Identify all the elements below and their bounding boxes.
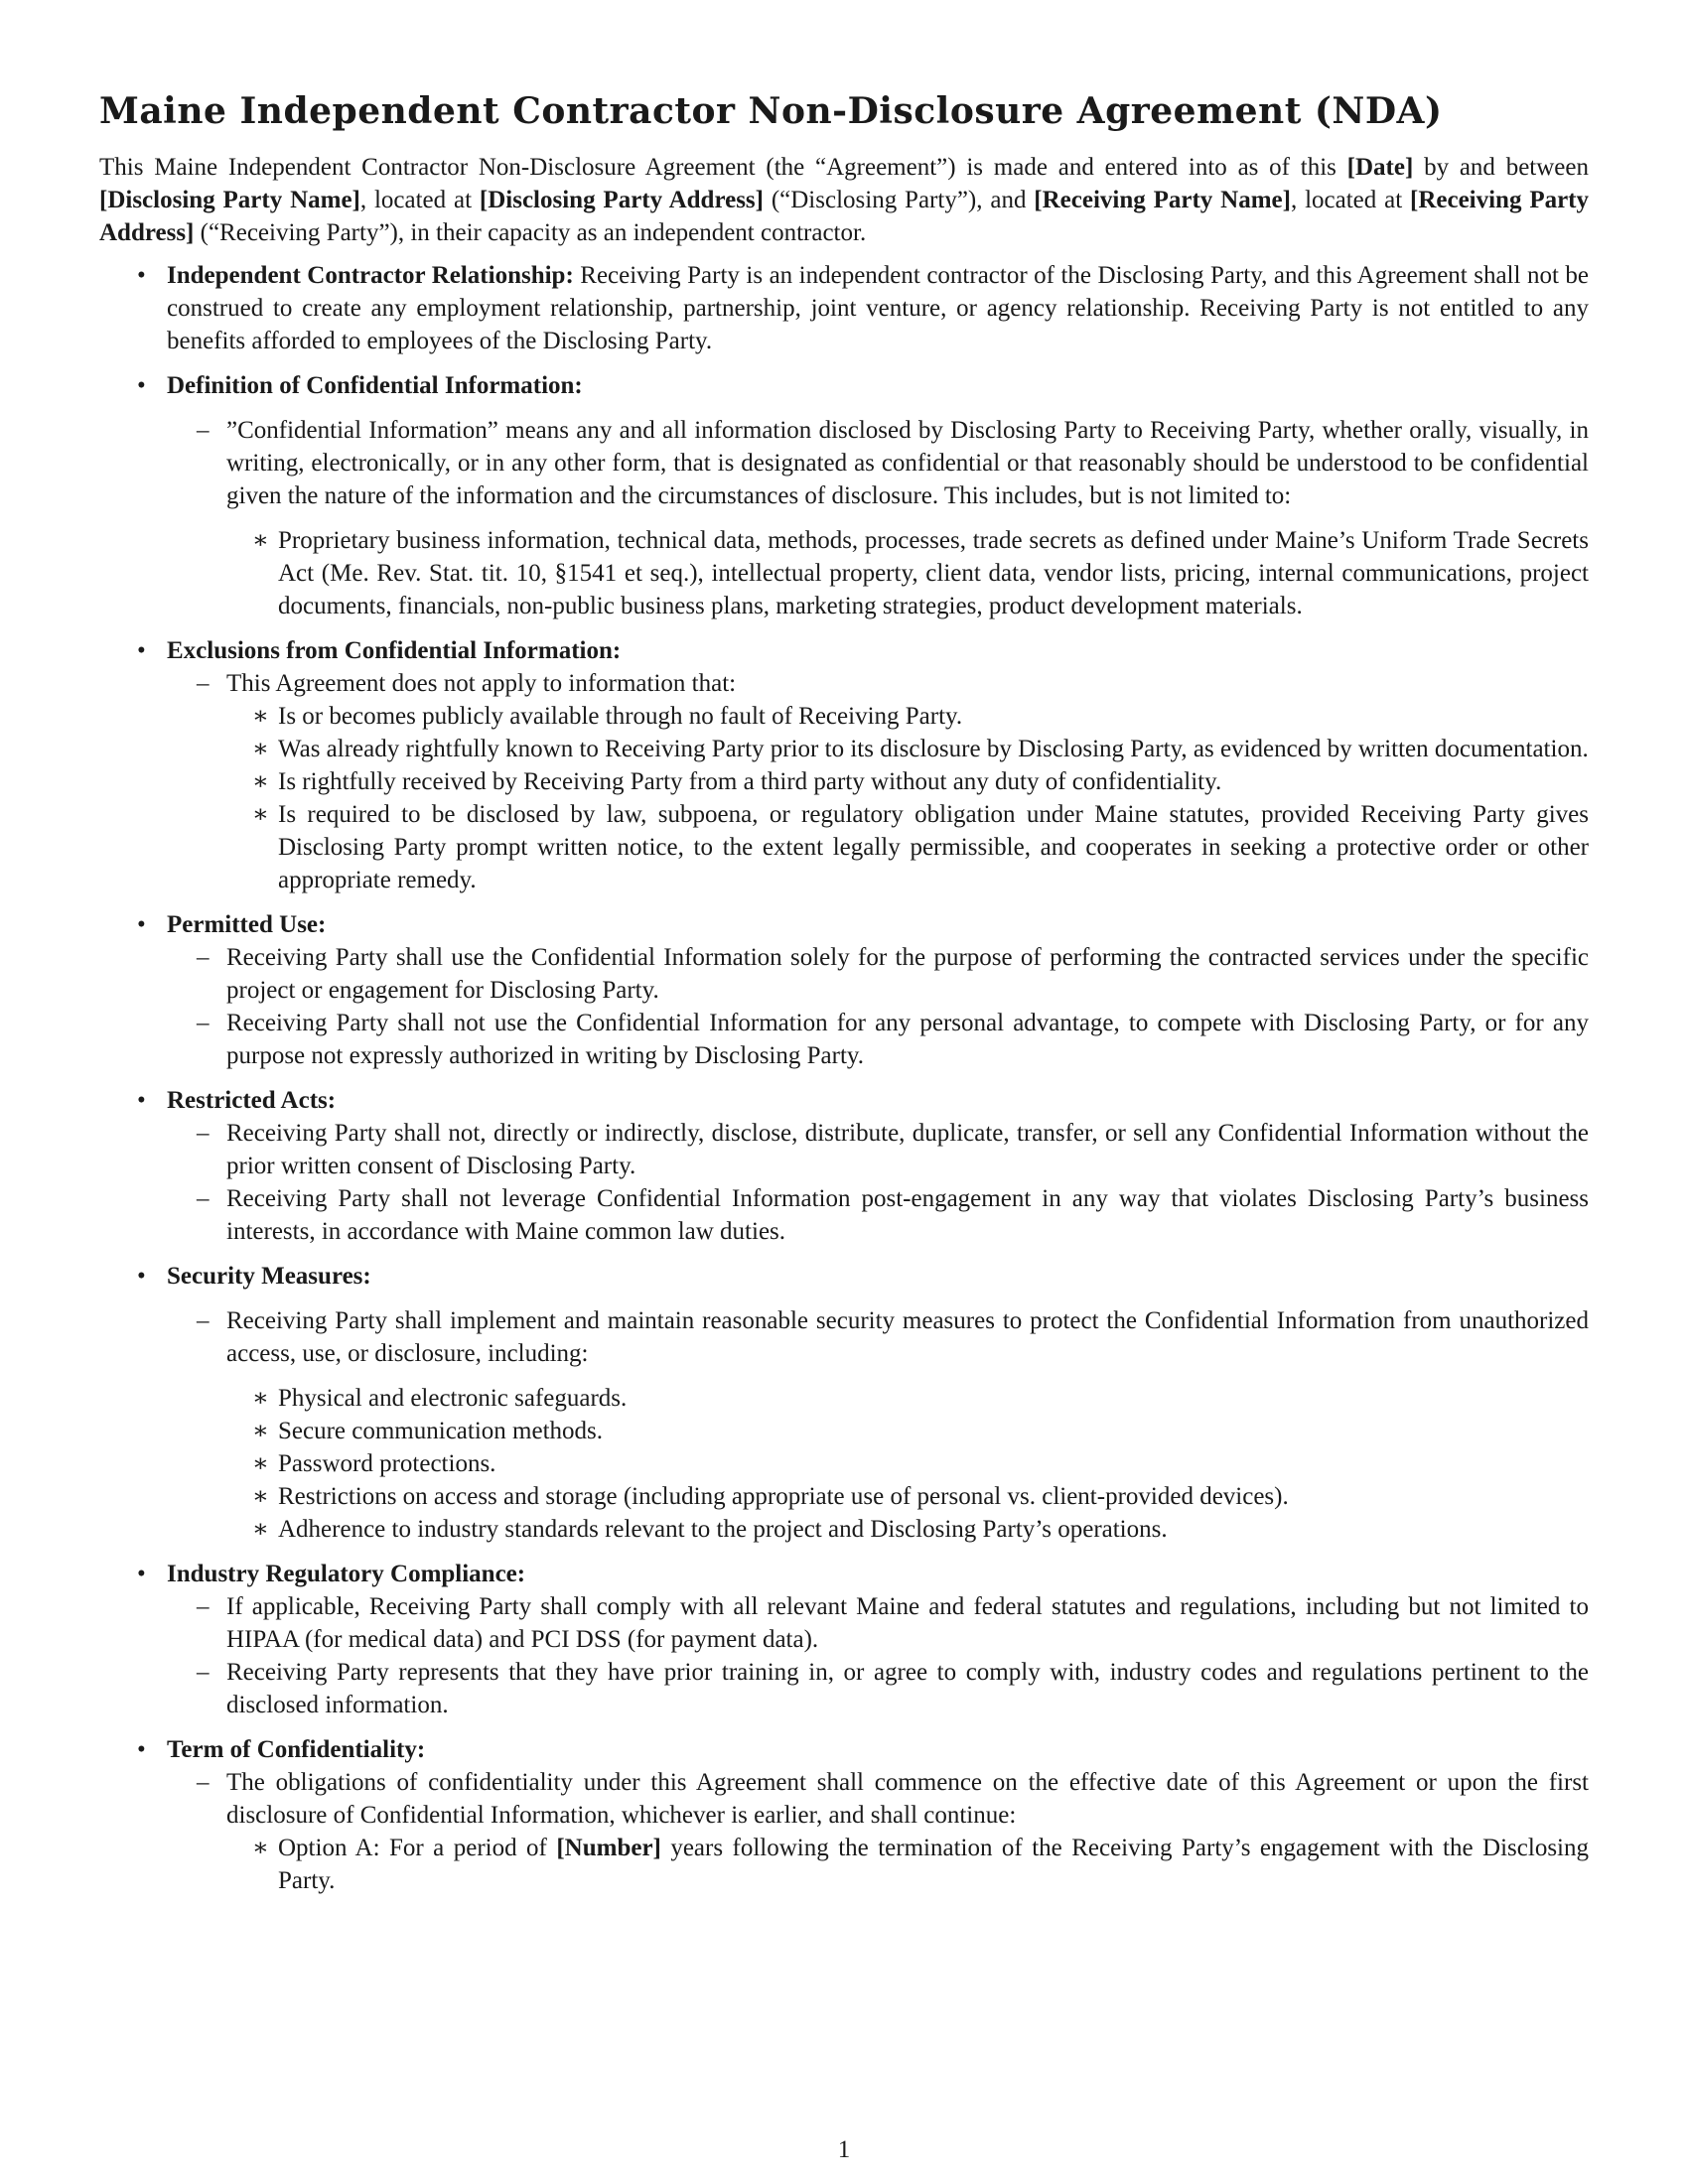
clause-exclusions (99, 634, 1589, 896)
clause-heading: Independent Contractor Relationship: (167, 262, 574, 289)
clause-contractor-relationship (99, 259, 1589, 357)
list-item: – If applicable, Receiving Party shall comply with all relevant Maine and federal statutes and regulations, including but not limited to HIPAA (for medical data) and PCI DSS (for payment data). (167, 1590, 1589, 1656)
list-item: ∗ Option A: For a period of [Number] years following the termination of the Receiving Party’s engagement with the Disclosing Party. (226, 1832, 1589, 1897)
clause-security-measures (99, 1260, 1589, 1546)
list-item: ∗ Is or becomes publicly available through no fault of Receiving Party. (226, 700, 1589, 733)
list-item: ∗ Secure communication methods. (226, 1415, 1589, 1447)
date-placeholder: [Date] (1346, 154, 1414, 181)
list-item: ∗ Proprietary business information, technical data, methods, processes, trade secrets as defined under Maine’s Uniform Trade Secrets Act (Me. Rev. Stat. tit. 10, §1541 et seq.), intellectual property, client data, vendor lists, pricing, internal communications, project documents, financials, non-public business plans, marketing strategies, product development materials. (226, 524, 1589, 622)
clause-heading: Industry Regulatory Compliance: (167, 1561, 526, 1587)
list-item: – ”Confidential Information” means any and all information disclosed by Disclosing Party to Receiving Party, whether orally, visually, in writing, electronically, or in any other form, that is designated as confidential or that reasonably should be understood to be confidential given the nature of the information and the circumstances of disclosure. This includes, but is not limited to: ∗ Proprietary business information, technical data, methods, processes, trade secrets as defined under Maine’s Uniform Trade Secrets Act (Me. Rev. Stat. tit. 10, §1541 et seq.), intellectual property, client data, vendor lists, pricing, internal communications, project documents, financials, non-public business plans, marketing strategies, product development materials. (167, 414, 1589, 622)
receiving-party-name-placeholder: [Receiving Party Name] (1034, 187, 1291, 213)
list-item: – Receiving Party shall use the Confidential Information solely for the purpose of performing the contracted services under the specific project or engagement for Disclosing Party. (167, 941, 1589, 1007)
list-item: – Receiving Party represents that they have prior training in, or agree to comply with, industry codes and regulations pertinent to the disclosed information. (167, 1656, 1589, 1721)
clause-heading: Security Measures: (167, 1263, 371, 1290)
clause-text: Receiving Party is an independent contractor of the Disclosing Party, and this Agreement shall not be construed to create any employment relationship, partnership, joint venture, or agency relationship. Receiving Party is not entitled to any benefits afforded to employees of the Disclosing Party. (167, 262, 1589, 354)
list-item: – This Agreement does not apply to information that: ∗ Is or becomes publicly available through no fault of Receiving Party. ∗ Was already rightfully known to Receiving Party prior to its disclosure by Disclosing Party, as evidenced by written documentation. ∗ Is rightfully received by Receiving Party from a third party without any duty of confidentiality. ∗ Is required to be disclosed by law, subpoena, or regulatory obligation under Maine statutes, provided Receiving Party gives Disclosing Party prompt written notice, to the extent legally permissible, and cooperates in seeking a protective order or other appropriate remedy. (167, 667, 1589, 896)
list-item: – Receiving Party shall not, directly or indirectly, disclose, distribute, duplicate, transfer, or sell any Confidential Information without the prior written consent of Disclosing Party. (167, 1117, 1589, 1182)
list-item: ∗ Restrictions on access and storage (including appropriate use of personal vs. client-provided devices). (226, 1480, 1589, 1513)
page-number: 1 (837, 2136, 851, 2163)
clause-permitted-use (99, 908, 1589, 1072)
clause-heading: Term of Confidentiality: (167, 1736, 426, 1763)
clause-definition (99, 369, 1589, 622)
document-page (99, 87, 1589, 1909)
intro-paragraph: This Maine Independent Contractor Non-Disclosure Agreement (the “Agreement”) is made and entered into as of this [Date] by and between [Disclosing Party Name], located at [Disclosing Party Address] (“Disclosing Party”), and [Receiving Party Name], located at [Receiving Party Address] (“Receiving Party”), in their capacity as an independent contractor. (99, 154, 1590, 246)
number-placeholder: [Number] (556, 1835, 661, 1861)
list-item: – Receiving Party shall not use the Confidential Information for any personal advantage, to compete with Disclosing Party, or for any purpose not expressly authorized in writing by Disclosing Party. (167, 1007, 1589, 1072)
disclosing-party-name-placeholder: [Disclosing Party Name] (99, 187, 360, 213)
clause-term (99, 1733, 1589, 1897)
clause-restricted-acts (99, 1084, 1589, 1248)
list-item: ∗ Is rightfully received by Receiving Party from a third party without any duty of confidentiality. (226, 765, 1589, 798)
clause-heading: Restricted Acts: (167, 1087, 337, 1114)
list-item: – The obligations of confidentiality under this Agreement shall commence on the effective date of this Agreement or upon the first disclosure of Confidential Information, whichever is earlier, and shall continue: ∗ Option A: For a period of [Number] years following the termination of the Receiving Party’s engagement with the Disclosing Party. (167, 1766, 1589, 1897)
list-item: – Receiving Party shall implement and maintain reasonable security measures to protect the Confidential Information from unauthorized access, use, or disclosure, including: ∗ Physical and electronic safeguards. ∗ Secure communication methods. ∗ Password protections. ∗ Restrictions on access and storage (including appropriate use of personal vs. client-provided devices). ∗ Adherence to industry standards relevant to the project and Disclosing Party’s operations. (167, 1304, 1589, 1546)
list-item: ∗ Physical and electronic safeguards. (226, 1382, 1589, 1415)
clause-heading: Definition of Confidential Information: (167, 372, 583, 399)
clause-heading: Exclusions from Confidential Information: (167, 637, 622, 664)
clause-regulatory-compliance (99, 1558, 1589, 1721)
document-title: Maine Independent Contractor Non-Disclosure Agreement (NDA) (99, 90, 1443, 132)
list-item: ∗ Was already rightfully known to Receiving Party prior to its disclosure by Disclosing Party, as evidenced by written documentation. (226, 733, 1589, 765)
list-item: ∗ Password protections. (226, 1447, 1589, 1480)
list-item: ∗ Adherence to industry standards relevant to the project and Disclosing Party’s operations. (226, 1513, 1589, 1546)
clause-list (99, 259, 1589, 1897)
list-item: ∗ Is required to be disclosed by law, subpoena, or regulatory obligation under Maine statutes, provided Receiving Party gives Disclosing Party prompt written notice, to the extent legally permissible, and cooperates in seeking a protective order or other appropriate remedy. (226, 798, 1589, 896)
clause-heading: Permitted Use: (167, 911, 327, 938)
receiving-party-address-placeholder: [Receiving Party Address] (99, 187, 1590, 246)
disclosing-party-address-placeholder: [Disclosing Party Address] (479, 187, 764, 213)
list-item: – Receiving Party shall not leverage Confidential Information post-engagement in any way that violates Disclosing Party’s business interests, in accordance with Maine common law duties. (167, 1182, 1589, 1248)
